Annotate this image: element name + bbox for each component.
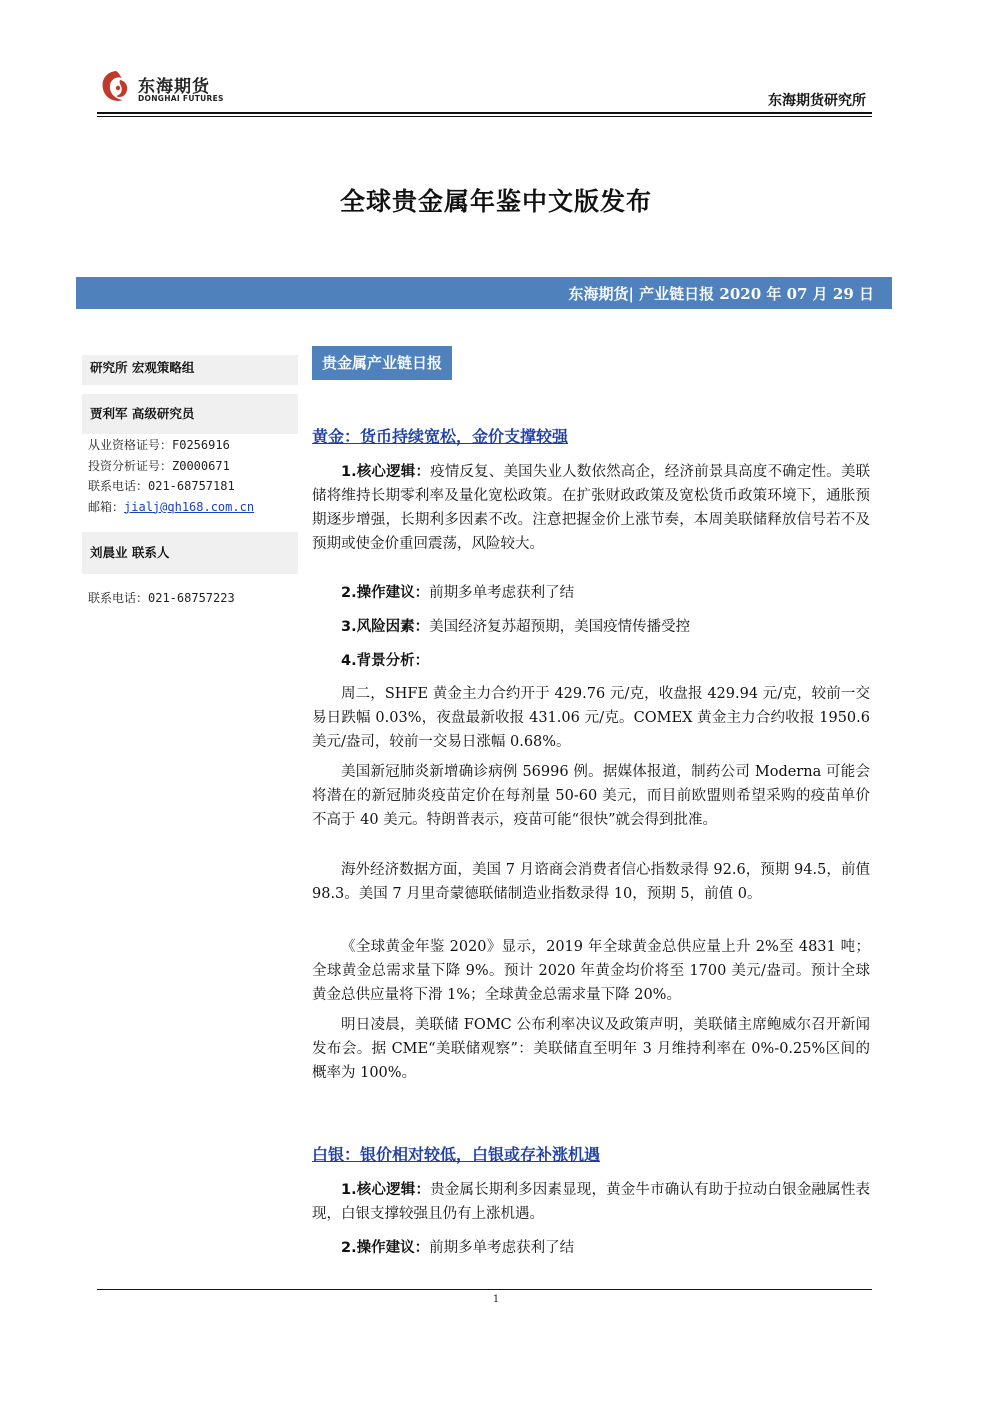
institute-name: 东海期货研究所 (768, 93, 866, 109)
sidebar-analyst-block (82, 394, 298, 434)
footer-divider (97, 1289, 872, 1290)
gold-bg-label: 4.背景分析： (341, 653, 430, 669)
email-label: 邮箱： (88, 499, 125, 514)
sidebar-dept: 研究所 宏观策略组 (90, 360, 195, 375)
silver-core-logic (312, 1178, 870, 1226)
gold-risk-text: 美国经济复苏超预期，美国疫情传播受控 (429, 619, 691, 635)
gold-risk (312, 615, 870, 639)
silver-logic-label: 1.核心逻辑： (341, 1182, 431, 1198)
silver-advice-text: 前期多单考虑获利了结 (429, 1240, 575, 1256)
gold-paragraph-3: 海外经济数据方面，美国 7 月谘商会消费者信心指数录得 92.6，预期 94.5，前值 98.3。美国 7 月里奇蒙德联储制造业指数录得 10，预期 5，前值 0。 (312, 862, 870, 902)
logo-english-name: DONGHAI FUTURES (138, 94, 224, 103)
sidebar-contact: 刘晨业 联系人 (90, 545, 170, 560)
gold-paragraph-4: 《全球黄金年鉴 2020》显示，2019 年全球黄金总供应量上升 2%至 4831 吨；全球黄金总需求量下降 9%。预计 2020 年黄金均价将至 1700 美元/盎司。预计全球黄金总供应量将下滑 1%；全球黄金总需求量下降 20%。 (312, 939, 870, 1003)
silver-logic-text: 贵金属长期利多因素显现，黄金牛市确认有助于拉动白银金融属性表现，白银支撑较强且仍有上涨机遇。 (312, 1182, 870, 1222)
gold-logic-text: 疫情反复、美国失业人数依然高企，经济前景具高度不确定性。美联储将维持长期零利率及量化宽松政策。在扩张财政政策及宽松货币政策环境下，通胀预期逐步增强，长期利多因素不改。注意把握金价上涨节奏，本周美联储释放信号若不及预期或使金价重回震荡，风险较大。 (312, 464, 870, 552)
gold-advice-text: 前期多单考虑获利了结 (429, 585, 575, 601)
silver-advice (312, 1236, 870, 1260)
email-link[interactable]: jialj@qh168.com.cn (124, 499, 255, 514)
analyst-phone: 联系电话：021-68757181 (88, 479, 235, 493)
company-logo (98, 68, 228, 108)
report-info-band (76, 277, 892, 309)
analyst-email-row (82, 497, 298, 518)
silver-advice-label: 2.操作建议： (341, 1240, 430, 1256)
silver-section-title[interactable]: 白银：银价相对较低，白银或存补涨机遇 (312, 1145, 601, 1164)
gold-core-logic (312, 460, 870, 556)
page-number: 1 (492, 1294, 500, 1305)
gold-advice-label: 2.操作建议： (341, 585, 430, 601)
sidebar-dept-block (82, 355, 298, 385)
section-tag: 贵金属产业链日报 (312, 346, 452, 380)
header-divider-thin (97, 116, 872, 117)
qualification-number: 从业资格证号：F0256916 (88, 438, 230, 452)
gold-risk-label: 3.风险因素： (341, 619, 430, 635)
logo-chinese-name: 东海期货 (138, 77, 210, 97)
gold-section-title[interactable]: 黄金：货币持续宽松，金价支撑较强 (312, 427, 569, 446)
gold-advice (312, 581, 870, 605)
dragon-logo-icon (98, 68, 134, 106)
gold-paragraph-2: 美国新冠肺炎新增确诊病例 56996 例。据媒体报道，制药公司 Moderna 可能会将潜在的新冠肺炎疫苗定价在每剂量 50-60 美元，而目前欧盟则希望采购的疫苗单价不高于 40 美元。特朗普表示，疫苗可能“很快”就会得到批准。 (312, 764, 870, 828)
report-info-text: 东海期货| 产业链日报 2020 年 07 月 29 日 (568, 285, 874, 303)
analysis-cert-number: 投资分析证号：Z0000671 (88, 458, 230, 473)
contact-phone: 联系电话：021-68757223 (88, 591, 235, 605)
sidebar-contact-details (82, 588, 298, 609)
sidebar-analyst-details (82, 435, 298, 517)
gold-paragraph-1: 周二，SHFE 黄金主力合约开于 429.76 元/克，收盘报 429.94 元/克，较前一交易日跌幅 0.03%，夜盘最新收报 431.06 元/克。COMEX 黄金主力合约收报 1950.6 美元/盎司，较前一交易日涨幅 0.68%。 (312, 686, 870, 750)
gold-background-label (312, 649, 870, 673)
header-divider (97, 112, 872, 114)
gold-logic-label: 1.核心逻辑： (341, 464, 431, 480)
gold-paragraph-5: 明日凌晨，美联储 FOMC 公布利率决议及政策声明，美联储主席鲍威尔召开新闻发布会。据 CME“美联储观察”：美联储直至明年 3 月维持利率在 0%-0.25%区间的概率为 100%。 (312, 1017, 870, 1081)
sidebar-contact-block (82, 532, 298, 574)
sidebar-analyst: 贾利军 高级研究员 (90, 406, 195, 421)
document-title: 全球贵金属年鉴中文版发布 (339, 187, 652, 216)
